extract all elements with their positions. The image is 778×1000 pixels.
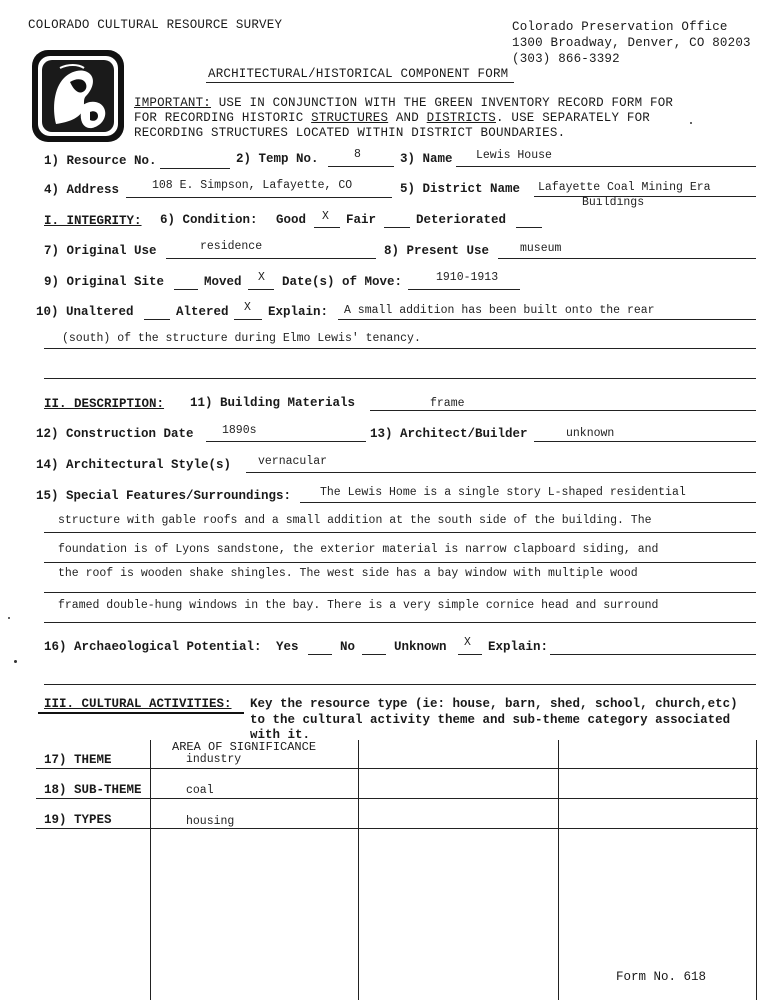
- moved-label: Moved: [204, 275, 242, 289]
- materials-value[interactable]: frame: [430, 397, 465, 410]
- important-line-1: IMPORTANT: USE IN CONJUNCTION WITH THE GREEN INVENTORY RECORD FORM FOR: [134, 96, 674, 110]
- temp-no-label: 2) Temp No.: [236, 152, 319, 166]
- moved-dates-label: Date(s) of Move:: [282, 275, 403, 289]
- cultural-instructions-line-2: to the cultural activity theme and sub-theme category associated: [250, 713, 731, 727]
- unknown-checkbox[interactable]: X: [464, 636, 471, 649]
- original-site-label: 9) Original Site: [44, 275, 165, 289]
- important-label: IMPORTANT:: [134, 96, 212, 110]
- original-use-label: 7) Original Use: [44, 244, 157, 258]
- present-use-value[interactable]: museum: [520, 242, 562, 255]
- features-line-4[interactable]: the roof is wooden shake shingles. The west side has a bay window with multiple wood: [58, 567, 638, 580]
- district-label: 5) District Name: [400, 182, 521, 196]
- unknown-label: Unknown: [394, 640, 447, 654]
- theme-value[interactable]: industry: [186, 753, 242, 766]
- types-label: 19) TYPES: [44, 813, 112, 827]
- survey-title: COLORADO CULTURAL RESOURCE SURVEY: [28, 18, 283, 32]
- scan-speck: [14, 660, 17, 663]
- temp-no-value[interactable]: 8: [354, 148, 361, 161]
- original-use-value[interactable]: residence: [200, 240, 263, 253]
- fair-label: Fair: [346, 213, 377, 227]
- alteration-line-1[interactable]: A small addition has been built onto the rear: [344, 304, 655, 317]
- moved-dates-value[interactable]: 1910-1913: [436, 271, 499, 284]
- theme-label: 17) THEME: [44, 753, 112, 767]
- district-value-line-2[interactable]: Buildings: [582, 196, 645, 209]
- important-line-3: RECORDING STRUCTURES LOCATED WITHIN DISTRICT BOUNDARIES.: [134, 126, 566, 140]
- description-section-heading: II. DESCRIPTION:: [44, 397, 165, 411]
- office-address: 1300 Broadway, Denver, CO 80203: [512, 36, 751, 50]
- name-value[interactable]: Lewis House: [476, 149, 552, 162]
- archaeo-explain-label: Explain:: [488, 640, 549, 654]
- office-phone: (303) 866-3392: [512, 52, 620, 66]
- good-checkbox[interactable]: X: [322, 210, 329, 223]
- yes-label: Yes: [276, 640, 299, 654]
- construction-date-value[interactable]: 1890s: [222, 424, 257, 437]
- types-value[interactable]: housing: [186, 815, 235, 828]
- theme-row: [44, 753, 112, 767]
- alteration-line-2[interactable]: (south) of the structure during Elmo Lewis' tenancy.: [62, 332, 421, 345]
- architect-value[interactable]: unknown: [566, 427, 615, 440]
- integrity-section-heading: I. INTEGRITY:: [44, 214, 142, 228]
- moved-checkbox[interactable]: X: [258, 271, 265, 284]
- construction-date-label: 12) Construction Date: [36, 427, 194, 441]
- district-value-line-1[interactable]: Lafayette Coal Mining Era: [538, 181, 711, 194]
- features-line-1[interactable]: The Lewis Home is a single story L-shaped residential: [320, 486, 686, 499]
- area-of-significance-header: AREA OF SIGNIFICANCE: [172, 740, 317, 754]
- sub-theme-label: 18) SUB-THEME: [44, 783, 142, 797]
- cultural-section-heading: III. CULTURAL ACTIVITIES:: [44, 697, 232, 711]
- altered-checkbox[interactable]: X: [244, 301, 251, 314]
- condition-label: 6) Condition:: [160, 213, 258, 227]
- no-label: No: [340, 640, 356, 654]
- office-name: Colorado Preservation Office: [512, 20, 728, 34]
- cultural-instructions-line-1: Key the resource type (ie: house, barn, shed, school, church,etc): [250, 697, 738, 711]
- unaltered-label: 10) Unaltered: [36, 305, 134, 319]
- state-seal-logo: [30, 48, 126, 144]
- sub-theme-row: [44, 783, 142, 797]
- cultural-instructions-line-3: with it.: [250, 728, 311, 742]
- features-line-2[interactable]: structure with gable roofs and a small addition at the south side of the building. The: [58, 514, 652, 527]
- scan-speck: [690, 122, 692, 124]
- features-line-5[interactable]: framed double-hung windows in the bay. There is a very simple cornice head and surround: [58, 599, 659, 612]
- scan-speck: [8, 617, 10, 619]
- name-label: 3) Name: [400, 152, 453, 166]
- important-line-2: FOR RECORDING HISTORIC STRUCTURES AND DISTRICTS. USE SEPARATELY FOR: [134, 111, 651, 125]
- types-row: [44, 813, 112, 827]
- address-value[interactable]: 108 E. Simpson, Lafayette, CO: [152, 179, 353, 192]
- architect-label: 13) Architect/Builder: [370, 427, 528, 441]
- features-line-3[interactable]: foundation is of Lyons sandstone, the exterior material is narrow clapboard siding, and: [58, 543, 659, 556]
- explain-label: Explain:: [268, 305, 329, 319]
- form-number: Form No. 618: [616, 970, 707, 984]
- form-title: ARCHITECTURAL/HISTORICAL COMPONENT FORM: [208, 67, 509, 81]
- present-use-label: 8) Present Use: [384, 244, 490, 258]
- resource-no-label: 1) Resource No.: [44, 154, 157, 168]
- good-label: Good: [276, 213, 307, 227]
- materials-label: 11) Building Materials: [190, 396, 356, 410]
- style-value[interactable]: vernacular: [258, 455, 328, 468]
- features-label: 15) Special Features/Surroundings:: [36, 489, 292, 503]
- style-label: 14) Architectural Style(s): [36, 458, 232, 472]
- archaeo-label: 16) Archaeological Potential:: [44, 640, 262, 654]
- altered-label: Altered: [176, 305, 229, 319]
- address-label: 4) Address: [44, 183, 120, 197]
- deteriorated-label: Deteriorated: [416, 213, 507, 227]
- sub-theme-value[interactable]: coal: [186, 784, 214, 797]
